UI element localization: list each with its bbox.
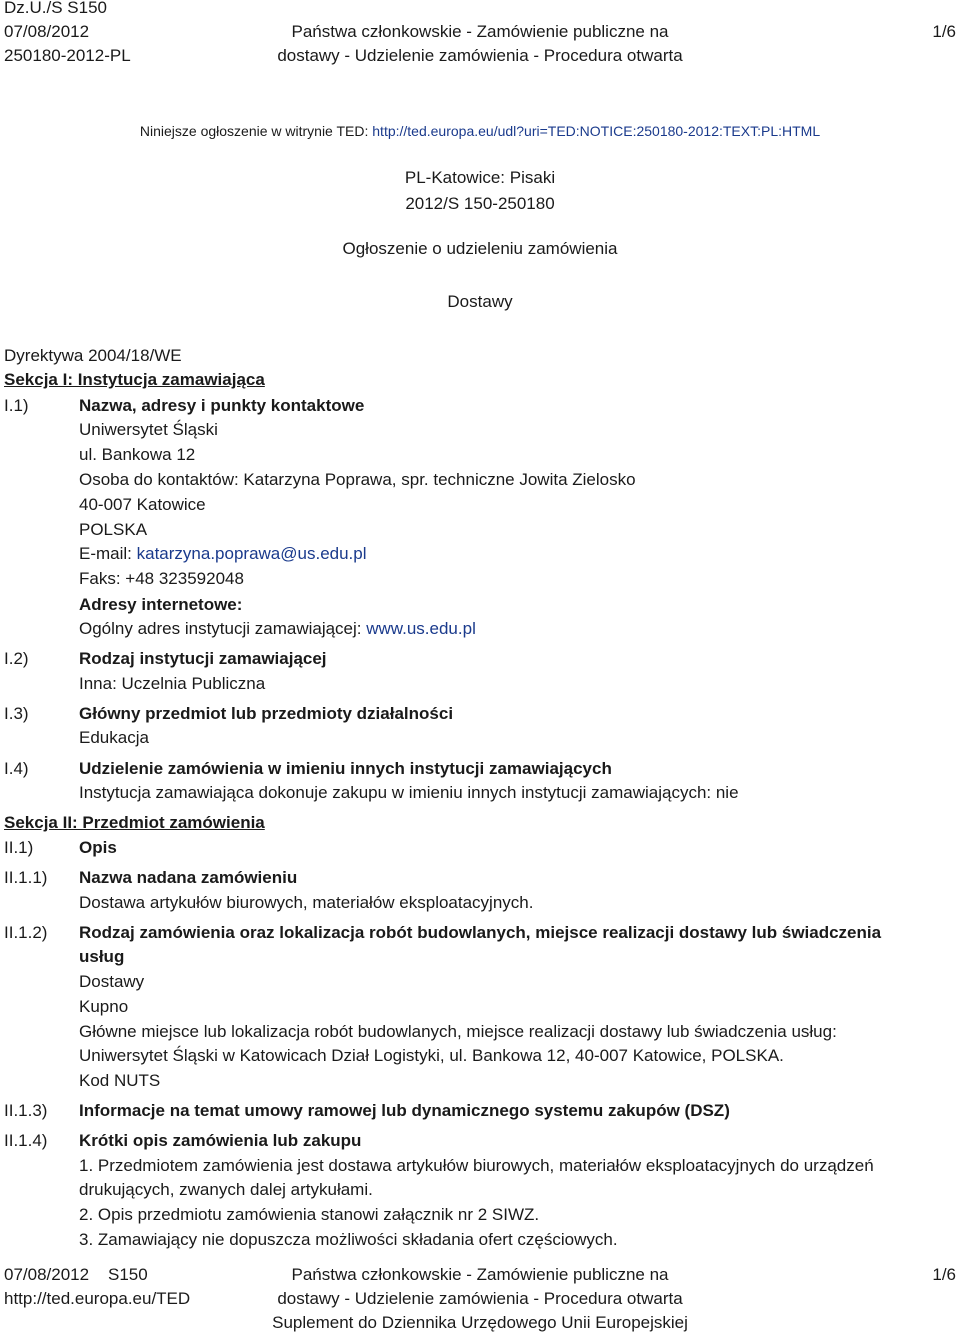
ii14-line2: drukujących, zwanych dalej artykułami. <box>79 1180 373 1199</box>
i4-num: I.4) <box>4 759 29 778</box>
i4-value: Instytucja zamawiająca dokonuje zakupu w imieniu innych instytucji zamawiających: nie <box>79 783 739 802</box>
ii12-type: Dostawy <box>79 972 145 991</box>
ii1-num: II.1) <box>4 838 34 857</box>
i1-fax: Faks: +48 323592048 <box>79 569 244 588</box>
header-date: 07/08/2012 <box>4 22 90 41</box>
i1-web-link[interactable]: www.us.edu.pl <box>366 619 476 638</box>
i3-value: Edukacja <box>79 728 149 747</box>
ii11-title: Nazwa nadana zamówieniu <box>79 868 298 887</box>
i2-value: Inna: Uczelnia Publiczna <box>79 674 266 693</box>
notice-url-link[interactable]: http://ted.europa.eu/udl?uri=TED:NOTICE:250180-2012:TEXT:PL:HTML <box>372 123 821 139</box>
i2-num: I.2) <box>4 649 29 668</box>
i1-title: Nazwa, adresy i punkty kontaktowe <box>79 396 365 415</box>
header-title-line1: Państwa członkowskie - Zamówienie publiczne na <box>291 22 669 41</box>
ii12-num: II.1.2) <box>4 923 48 942</box>
i1-contact: Osoba do kontaktów: Katarzyna Poprawa, spr. techniczne Jowita Zielosko <box>79 470 636 489</box>
ii12-loc-value: Uniwersytet Śląski w Katowicach Dział Logistyki, ul. Bankowa 12, 40-007 Katowice, POLSKA. <box>79 1046 784 1065</box>
i1-name: Uniwersytet Śląski <box>79 420 218 439</box>
i1-country: POLSKA <box>79 520 148 539</box>
i1-web-label: Ogólny adres instytucji zamawiającej: <box>79 619 367 638</box>
i3-num: I.3) <box>4 704 29 723</box>
header-ref: Dz.U./S S150 <box>4 0 107 17</box>
i1-email-line <box>79 542 367 566</box>
i1-web-heading: Adresy internetowe: <box>79 595 243 614</box>
ii13-title: Informacje na temat umowy ramowej lub dynamicznego systemu zakupów (DSZ) <box>79 1101 730 1120</box>
section2-heading: Sekcja II: Przedmiot zamówienia <box>4 813 265 832</box>
title-place: PL-Katowice: Pisaki <box>404 168 556 187</box>
notice-line <box>0 121 960 141</box>
footer-page: 1/6 <box>932 1265 956 1284</box>
ii14-line1: 1. Przedmiotem zamówienia jest dostawa artykułów biurowych, materiałów eksploatacyjnych do urządzeń <box>79 1156 874 1175</box>
i1-num: I.1) <box>4 396 29 415</box>
ii13-num: II.1.3) <box>4 1101 48 1120</box>
ii11-value: Dostawa artykułów biurowych, materiałów eksploatacyjnych. <box>79 893 534 912</box>
directive: Dyrektywa 2004/18/WE <box>4 346 182 365</box>
header-title-line2: dostawy - Udzielenie zamówienia - Procedura otwarta <box>277 46 683 65</box>
ii14-num: II.1.4) <box>4 1131 48 1150</box>
title-category: Dostawy <box>447 292 513 311</box>
section1-heading: Sekcja I: Instytucja zamawiająca <box>4 370 265 389</box>
notice-prefix: Niniejsze ogłoszenie w witrynie TED: <box>139 123 373 139</box>
ii1-title: Opis <box>79 838 117 857</box>
ii12-loc-label: Główne miejsce lub lokalizacja robót budowlanych, miejsce realizacji dostawy lub świadczenia usług: <box>79 1022 837 1041</box>
footer-title-line1: Państwa członkowskie - Zamówienie publiczne na <box>291 1265 669 1284</box>
header-page: 1/6 <box>932 22 956 41</box>
title-number: 2012/S 150-250180 <box>405 194 555 213</box>
title-type: Ogłoszenie o udzieleniu zamówienia <box>342 239 618 258</box>
i1-web-line <box>79 617 476 641</box>
ii14-line4: 3. Zamawiający nie dopuszcza możliwości składania ofert częściowych. <box>79 1230 618 1249</box>
ii12-title-line1: Rodzaj zamówienia oraz lokalizacja robót budowlanych, miejsce realizacji dostawy lub świadczenia <box>79 923 882 942</box>
i2-title: Rodzaj instytucji zamawiającej <box>79 649 327 668</box>
ii14-line3: 2. Opis przedmiotu zamówienia stanowi załącznik nr 2 SIWZ. <box>79 1205 540 1224</box>
ii11-num: II.1.1) <box>4 868 48 887</box>
ii14-title: Krótki opis zamówienia lub zakupu <box>79 1131 362 1150</box>
i1-email-label: E-mail: <box>79 544 137 563</box>
ii12-mode: Kupno <box>79 997 129 1016</box>
i4-title: Udzielenie zamówienia w imieniu innych instytucji zamawiających <box>79 759 612 778</box>
i1-street: ul. Bankowa 12 <box>79 445 196 464</box>
i1-email-link[interactable]: katarzyna.poprawa@us.edu.pl <box>136 544 367 563</box>
footer-url: http://ted.europa.eu/TED <box>4 1289 191 1308</box>
ii12-title-line2: usług <box>79 947 125 966</box>
ii12-nuts: Kod NUTS <box>79 1071 161 1090</box>
footer-date-ref: 07/08/2012 S150 <box>4 1265 148 1284</box>
i1-city: 40-007 Katowice <box>79 495 206 514</box>
footer-title-line2: dostawy - Udzielenie zamówienia - Procedura otwarta <box>277 1289 683 1308</box>
i3-title: Główny przedmiot lub przedmioty działalności <box>79 704 454 723</box>
footer-supplement: Suplement do Dziennika Urzędowego Unii Europejskiej <box>272 1313 688 1332</box>
header-id: 250180-2012-PL <box>4 46 131 65</box>
